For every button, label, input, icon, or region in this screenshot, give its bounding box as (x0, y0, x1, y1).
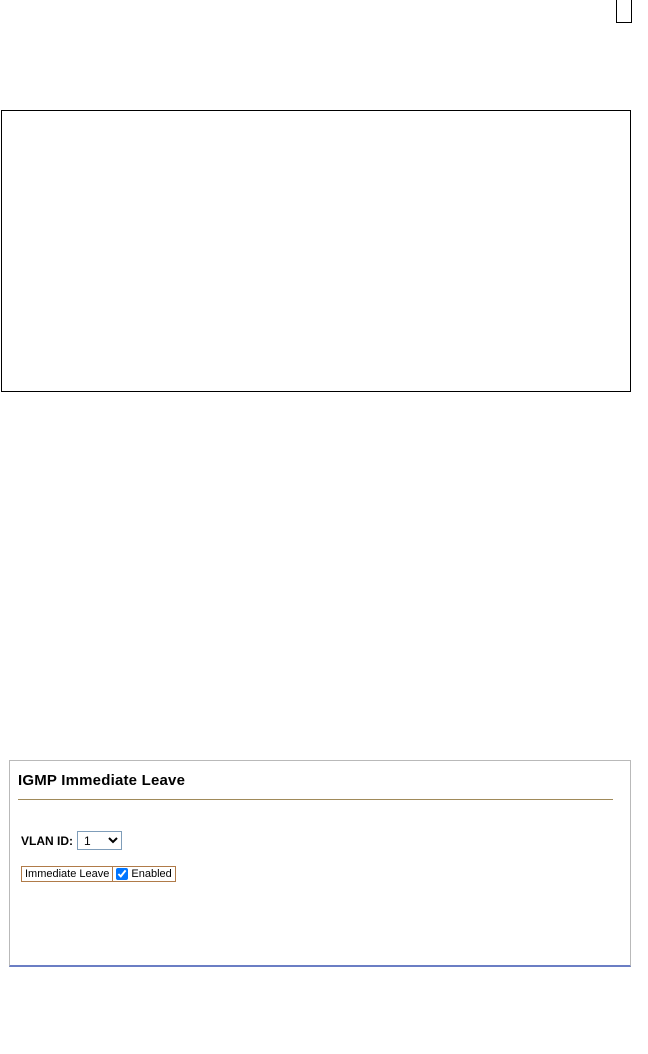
immediate-leave-table (21, 866, 176, 882)
enabled-label: Enabled (131, 868, 172, 880)
empty-content-frame (1, 110, 631, 392)
page-corner-marker (616, 0, 632, 23)
igmp-immediate-leave-panel (9, 760, 631, 967)
table-row (22, 867, 176, 882)
immediate-leave-label: Immediate Leave (22, 867, 113, 882)
enabled-checkbox[interactable] (116, 868, 128, 880)
page-title: IGMP Immediate Leave (18, 772, 186, 789)
vlan-id-label: VLAN ID: (21, 833, 73, 848)
vlan-id-select[interactable] (77, 831, 122, 850)
enabled-checkbox-wrap[interactable] (116, 868, 171, 880)
immediate-leave-cell (113, 867, 175, 882)
title-divider (18, 799, 613, 800)
vlan-id-row (21, 831, 122, 850)
